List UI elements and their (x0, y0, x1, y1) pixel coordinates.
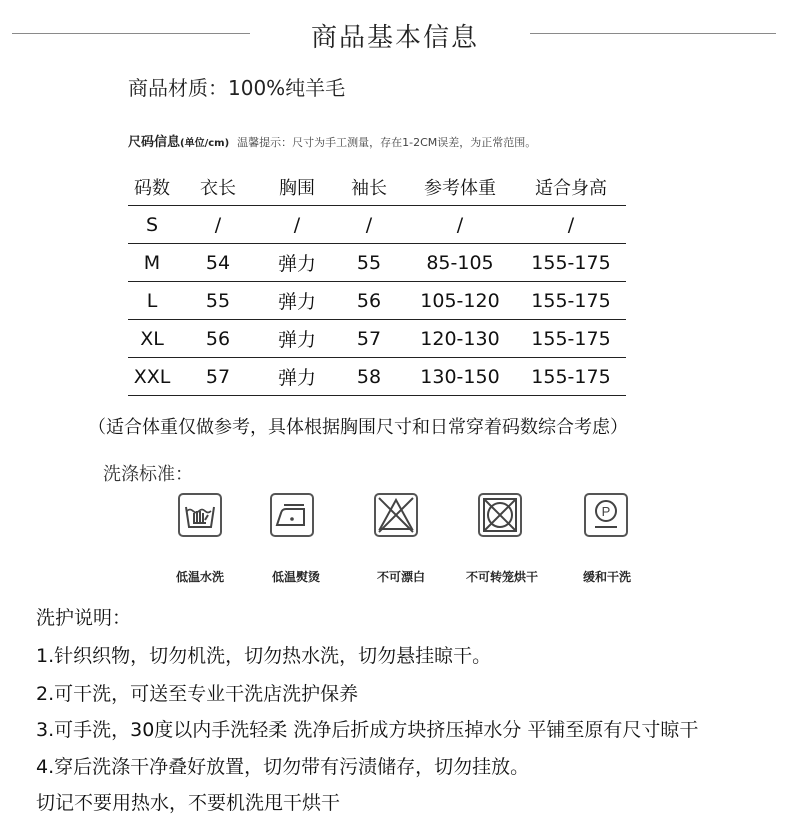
size-table (128, 168, 626, 396)
cell-chest: 弹力 (260, 320, 334, 358)
col-header-chest: 胸围 (260, 168, 334, 206)
cell-size: XL (128, 320, 176, 358)
cell-size: L (128, 282, 176, 320)
cell-sleeve: 57 (334, 320, 404, 358)
cell-size: XXL (128, 358, 176, 396)
material-text: 商品材质：100%纯羊毛 (128, 76, 346, 100)
cell-weight: 85-105 (404, 244, 516, 282)
col-header-height: 适合身高 (516, 168, 626, 206)
cell-weight: 105-120 (404, 282, 516, 320)
hand-wash-low-temp-icon (178, 493, 222, 537)
care-title: 洗护说明： (36, 607, 132, 629)
size-info-tip: 温馨提示：尺寸为手工测量，存在1-2CM误差，为正常范围。 (237, 136, 537, 149)
size-info-label: 尺码信息 (128, 135, 181, 150)
size-table-header (128, 168, 626, 206)
col-header-sleeve: 袖长 (334, 168, 404, 206)
cell-length: 57 (176, 358, 260, 396)
care-warning: 切记不要用热水，不要机洗甩干烘干 (36, 792, 341, 814)
cell-size: S (128, 206, 176, 244)
cell-chest: 弹力 (260, 244, 334, 282)
cell-height: / (516, 206, 626, 244)
no-tumble-dry-icon (478, 493, 522, 537)
table-row (128, 244, 626, 282)
cell-size: M (128, 244, 176, 282)
icon-label-iron: 低温熨烫 (271, 570, 320, 584)
cell-weight: 130-150 (404, 358, 516, 396)
washing-title: 洗涤标准： (103, 464, 193, 485)
cell-height: 155-175 (516, 282, 626, 320)
table-row (128, 206, 626, 244)
icon-label-no-tumble-dry: 不可转笼烘干 (465, 570, 538, 584)
cell-chest: 弹力 (260, 282, 334, 320)
care-line: 3.可手洗，30度以内手洗轻柔 洗净后折成方块挤压掉水分 平铺至原有尺寸晾干 (36, 719, 699, 741)
table-row (128, 320, 626, 358)
cell-length: 55 (176, 282, 260, 320)
care-line: 2.可干洗，可送至专业干洗店洗护保养 (36, 683, 359, 705)
table-row (128, 358, 626, 396)
icon-label-hand-wash: 低温水洗 (175, 570, 224, 584)
header-rule-right (530, 33, 776, 34)
cell-sleeve: 56 (334, 282, 404, 320)
cell-length: 56 (176, 320, 260, 358)
cell-chest: 弹力 (260, 358, 334, 396)
care-line: 4.穿后洗涤干净叠好放置，切勿带有污渍储存，切勿挂放。 (36, 756, 530, 778)
cell-height: 155-175 (516, 358, 626, 396)
col-header-size: 码数 (128, 168, 176, 206)
page-title: 商品基本信息 (310, 23, 479, 53)
size-info (128, 131, 536, 150)
cell-sleeve: / (334, 206, 404, 244)
cell-weight: 120-130 (404, 320, 516, 358)
size-info-unit: (单位/cm) (180, 138, 230, 149)
cell-length: / (176, 206, 260, 244)
cell-sleeve: 58 (334, 358, 404, 396)
size-note: （适合体重仅做参考，具体根据胸围尺寸和日常穿着码数综合考虑） (88, 417, 628, 438)
cell-weight: / (404, 206, 516, 244)
care-line: 1.针织织物，切勿机洗，切勿热水洗，切勿悬挂晾干。 (36, 645, 492, 667)
icon-label-dry-clean: 缓和干洗 (582, 570, 631, 584)
col-header-length: 衣长 (176, 168, 260, 206)
cell-length: 54 (176, 244, 260, 282)
no-bleach-icon (374, 493, 418, 537)
table-row (128, 282, 626, 320)
icon-label-no-bleach: 不可漂白 (376, 570, 425, 584)
gentle-dry-clean-icon (584, 493, 628, 537)
svg-text:P: P (601, 504, 611, 519)
cell-chest: / (260, 206, 334, 244)
cell-height: 155-175 (516, 244, 626, 282)
cell-height: 155-175 (516, 320, 626, 358)
cell-sleeve: 55 (334, 244, 404, 282)
iron-low-temp-icon (270, 493, 314, 537)
col-header-weight: 参考体重 (404, 168, 516, 206)
